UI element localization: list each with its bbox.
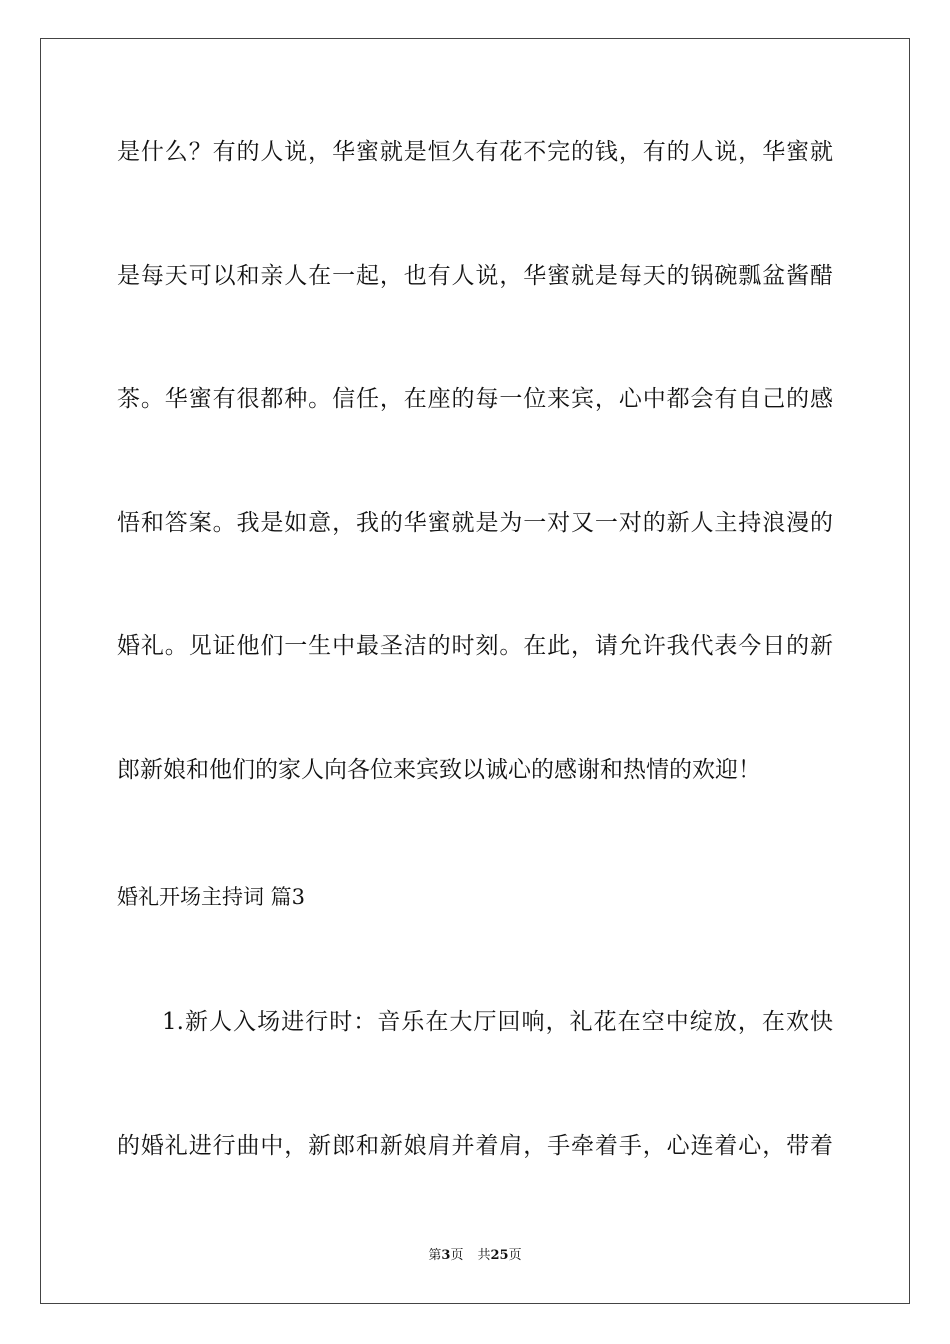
paragraph-line-2: 是每天可以和亲人在一起，也有人说，华蜜就是每天的锅碗瓢盆酱醋 <box>117 263 833 289</box>
total-pages: 25 <box>490 1248 509 1263</box>
page-frame <box>40 38 910 1304</box>
paragraph-line-5: 婚礼。见证他们一生中最圣洁的时刻。在此，请允许我代表今日的新 <box>117 633 833 659</box>
total-suffix: 页 <box>508 1248 522 1263</box>
paragraph-line-6: 郎新娘和他们的家人向各位来宾致以诚心的感谢和热情的欢迎！ <box>117 757 761 783</box>
page-prefix: 第 <box>428 1248 442 1263</box>
paragraph-line-1: 是什么？有的人说，华蜜就是恒久有花不完的钱，有的人说，华蜜就 <box>117 139 833 165</box>
section-line-2: 的婚礼进行曲中，新郎和新娘肩并着肩，手牵着手，心连着心，带着 <box>117 1133 833 1159</box>
section-heading: 婚礼开场主持词 篇3 <box>117 885 306 909</box>
paragraph-line-3: 茶。华蜜有很都种。信任，在座的每一位来宾，心中都会有自己的感 <box>117 386 833 412</box>
total-prefix: 共 <box>477 1248 491 1263</box>
section-line-1: 1.新人入场进行时：音乐在大厅回响，礼花在空中绽放，在欢快 <box>162 1009 833 1035</box>
page-footer <box>0 1248 950 1264</box>
page-suffix: 页 <box>450 1248 464 1263</box>
paragraph-line-4: 悟和答案。我是如意，我的华蜜就是为一对又一对的新人主持浪漫的 <box>117 510 833 536</box>
page-number: 3 <box>441 1248 451 1263</box>
